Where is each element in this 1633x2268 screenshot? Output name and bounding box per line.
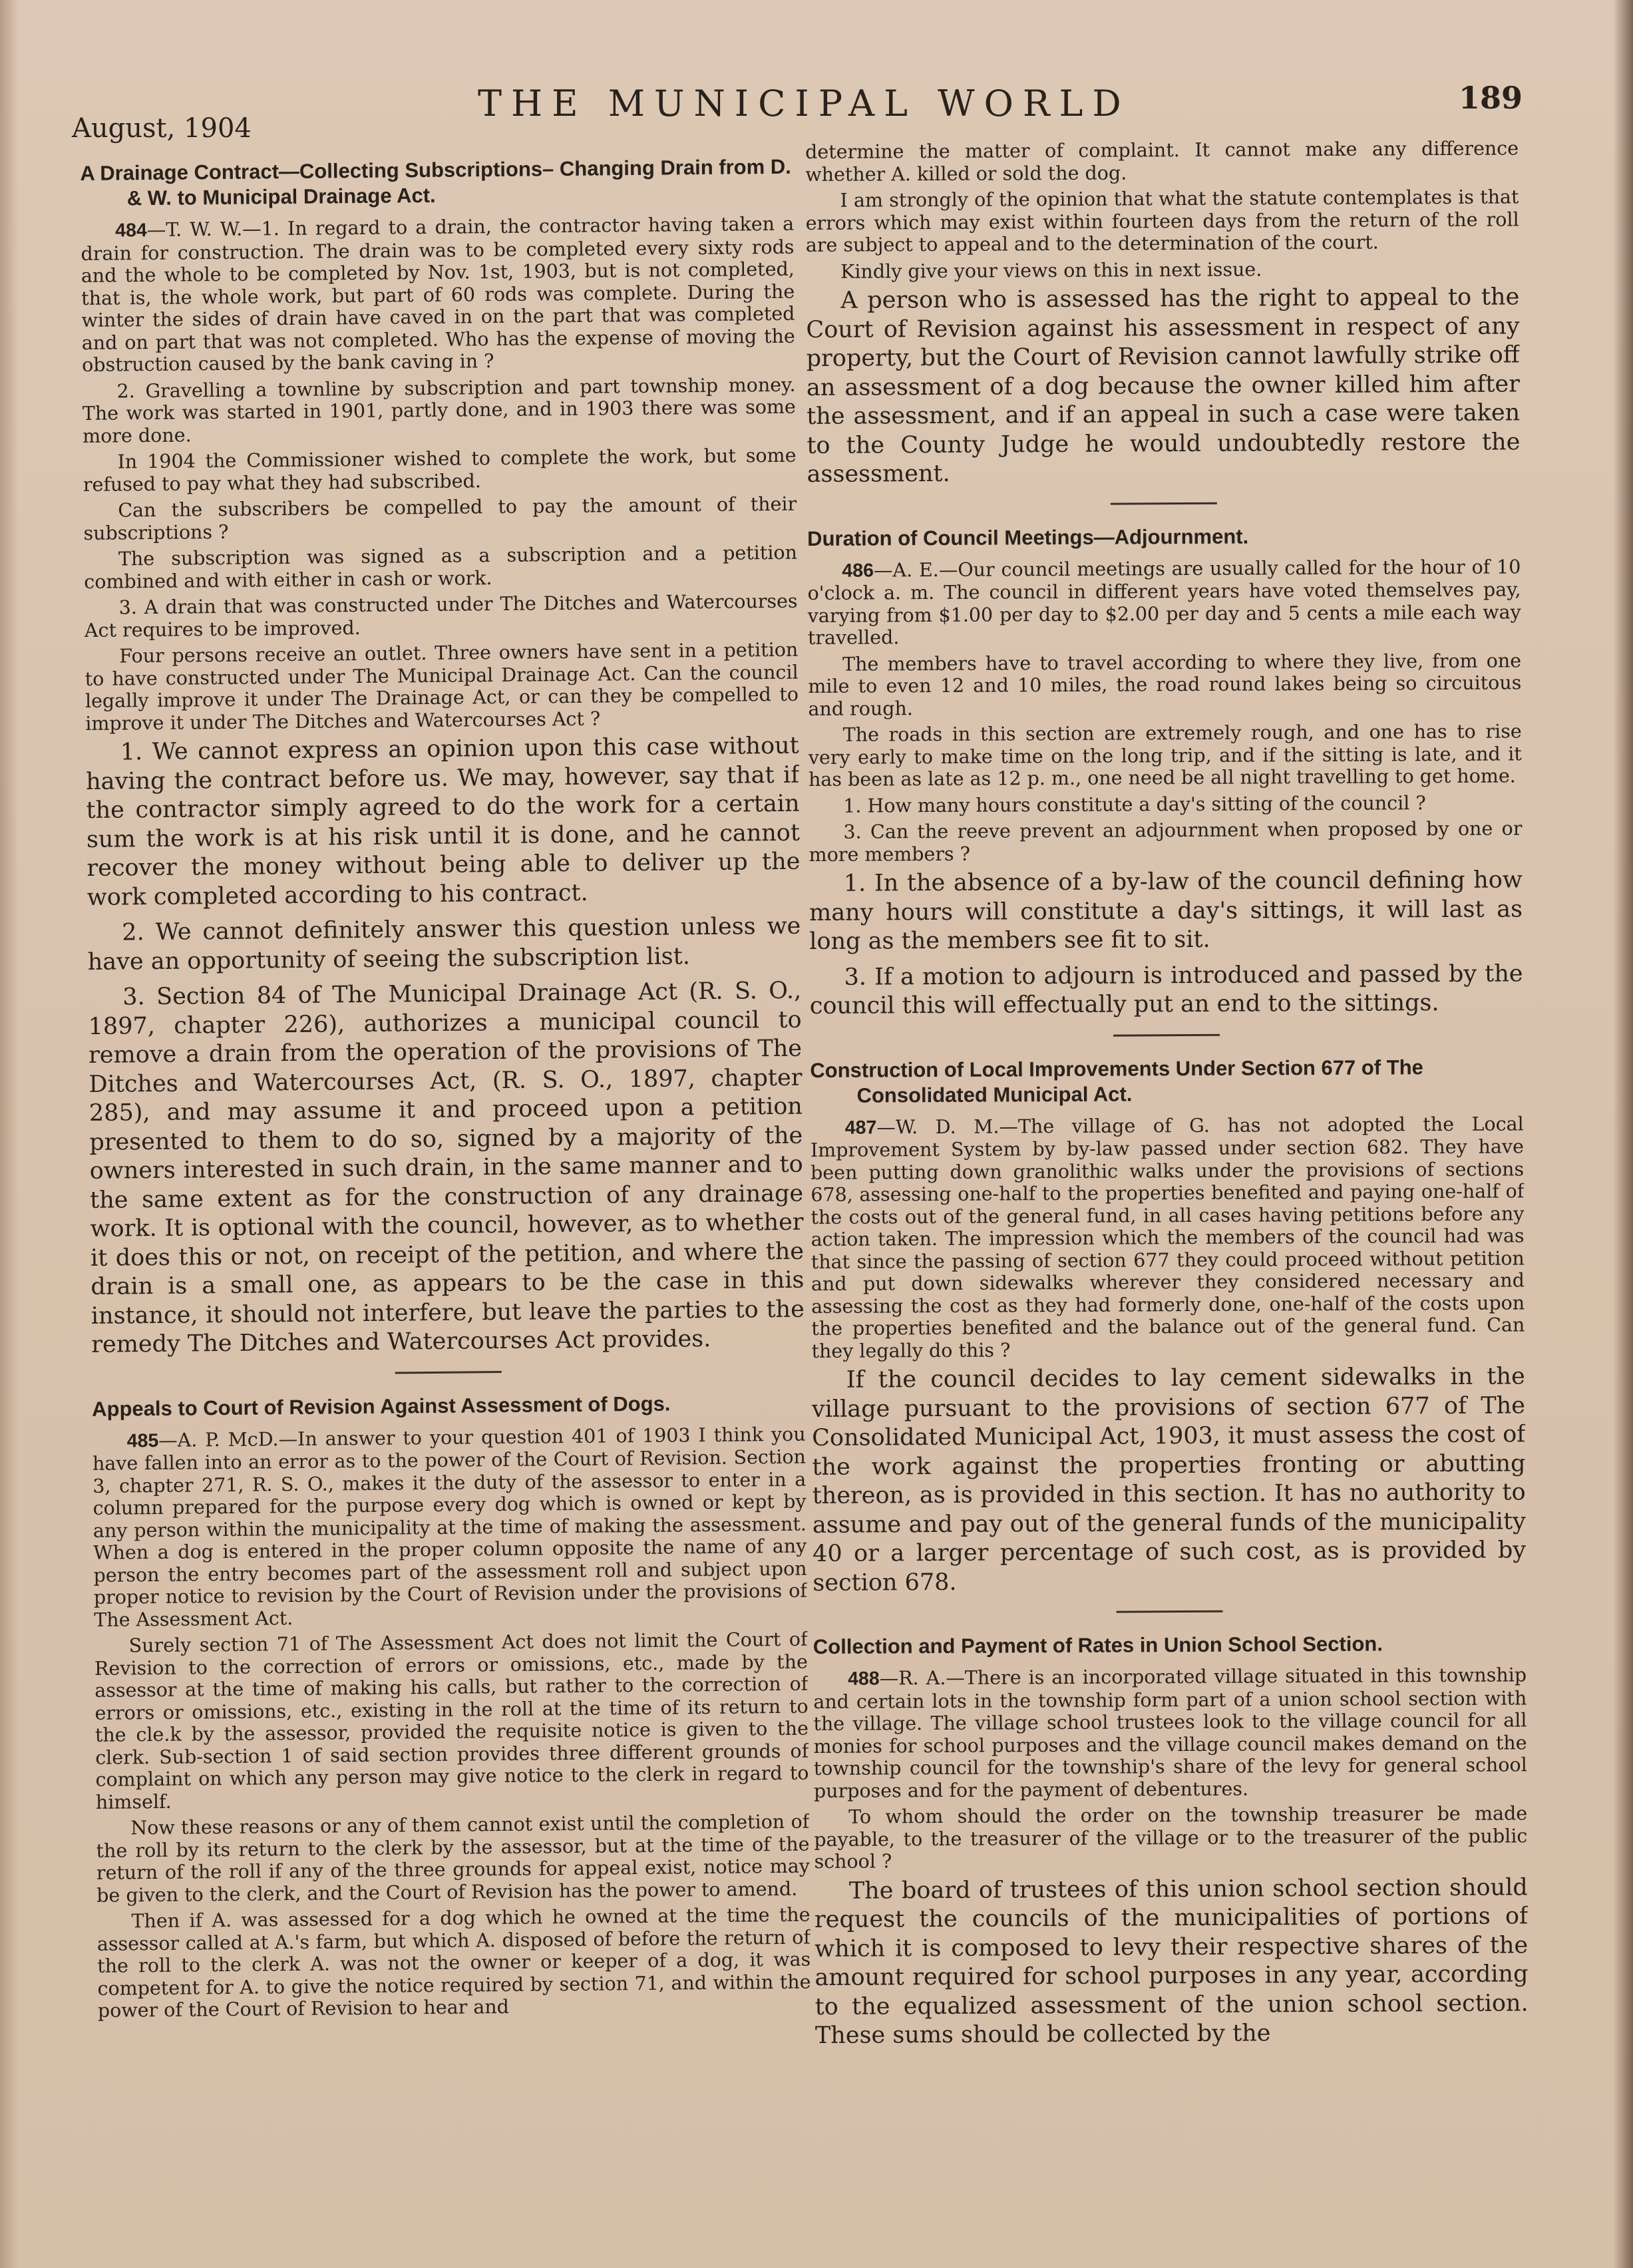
right-column: [805, 137, 1529, 2217]
answer-paragraph: [809, 866, 1523, 956]
question-paragraph: [82, 373, 796, 447]
page-number: 189: [1458, 80, 1523, 116]
section-divider: [1117, 1610, 1223, 1613]
paragraph-text: The roads in this section are extremely rough, and one has to rise very early to make time on the long trip, and if the sitting is late, and it has been as late as 12 p. m., one need be all night travelling to get home.: [808, 720, 1522, 791]
issue-date: August, 1904: [72, 113, 252, 144]
question-paragraph: [805, 137, 1519, 186]
question-paragraph: [84, 590, 798, 642]
paragraph-text: Four persons receive an outlet. Three owners have sent in a petition to have constructed under The Municipal Drainage Act. Can the council legally improve it under The Drainage Act, or can they be compelled to improve it under The Ditches and Watercourses Act ?: [85, 638, 799, 735]
paragraph-text: The members have to travel according to where they live, from one mile to even 12 and 10 miles, the road round lakes being so circuitous and rough.: [808, 649, 1522, 720]
paragraph-text: The board of trustees of this union school section should request the councils of the municipalities of portions of which it is composed to levy their respective shares of the amount required for school purposes in any year, according to the equalized assessment of the union school section. These sums should be collected by the: [814, 1873, 1529, 2049]
answer-paragraph: [87, 912, 801, 977]
paragraph-text: 3. Section 84 of The Municipal Drainage Act (R. S. O., 1897, chapter 226), authorizes a municipal council to remove a drain from the operation of the provisions of The Ditches and Watercourses Act, (R. S. O., 1897, chapter 285), and may assume it and proceed upon a petition presented to them to do so, signed by a majority of the owners interested in such drain, in the same manner and to the same extent as for the construction of any drainage work. It is optional with the council, however, as to whether it does this or not, on receipt of the petition, and where the drain is a small one, as appears to be the case in this instance, it should not interfere, but leave the parties to the remedy The Ditches and Watercourses Act provides.: [88, 977, 805, 1358]
question-paragraph: [805, 186, 1519, 256]
question-paragraph: [84, 542, 798, 593]
article-heading: Collection and Payment of Rates in Union School Section.: [813, 1632, 1383, 1658]
article: [810, 1054, 1526, 1598]
answer-paragraph: [88, 977, 805, 1360]
paragraph-text: —A. E.—Our council meetings are usually called for the hour of 10 o'clock a. m. The council in different years have voted themselves pay, varying from $1.00 per day to $2.00 per day and 5 cents a mile each way travelled.: [807, 555, 1521, 649]
article: [807, 522, 1523, 1022]
paragraph-text: I am strongly of the opinion that what the statute contemplates is that errors which may exist within fourteen days from the return of the roll are subject to appeal and to the determination of the court.: [805, 186, 1519, 256]
question-paragraph: [813, 1664, 1527, 1802]
question-paragraph: [96, 1904, 811, 2022]
query-number: 487: [844, 1116, 877, 1139]
question-paragraph: [85, 639, 799, 735]
article-heading: Appeals to Court of Revision Against Assessment of Dogs.: [92, 1392, 671, 1421]
question-paragraph: [81, 213, 795, 377]
running-header: [72, 79, 1523, 145]
question-paragraph: [83, 493, 797, 544]
question-paragraph: [808, 650, 1522, 720]
paragraph-text: —R. A.—There is an incorporated village situated in this township and certain lots in the township form part of a union school section with the village. The village school trustees look to the village council for all monies for school purposes and the village council makes demand on the township council for the township's share of the levy for general school purposes and for the payment of debentures.: [813, 1664, 1527, 1802]
paragraph-text: 1. In the absence of a by-law of the council defining how many hours will constitute a day's sittings, it will last as long as the members see fit to sit.: [809, 866, 1523, 955]
article-heading: Duration of Council Meetings—Adjournment.: [807, 524, 1249, 550]
paragraph-text: Then if A. was assessed for a dog which he owned at the time the assessor called at A.'s farm, but which A. disposed of before the return of the roll to the clerk A. was not the owner or keeper of a dog, it was competent for A. to give the notice required by section 71, and within the power of the Court of Revision to hear and: [96, 1903, 811, 2022]
paragraph-text: If the council decides to lay cement sidewalks in the village pursuant to the provisions of section 677 of The Consolidated Municipal Act, 1903, it must assess the cost of the work against the properties fronting or abutting thereon, as is provided in this section. It has no authority to assume and pay out of the general funds of the municipality 40 or a larger percentage of such cost, as is provided by section 678.: [811, 1363, 1527, 1597]
paragraph-text: 3. A drain that was constructed under The Ditches and Watercourses Act requires to be improved.: [84, 590, 798, 642]
publication-title: THE MUNICIPAL WORLD: [478, 83, 1131, 124]
answer-paragraph: [812, 1362, 1527, 1598]
answer-paragraph: [815, 1873, 1529, 2051]
article: [813, 1630, 1529, 2050]
paragraph-text: 3. If a motion to adjourn is introduced and passed by the council this will effectually put an end to the sittings.: [809, 960, 1523, 1020]
paragraph-text: —T. W. W.—1. In regard to a drain, the contractor having taken a drain for construction. The drain was to be completed every sixty rods and the whole to be completed by Nov. 1st, 1903, but is not completed, that is, the whole work, but part of 60 rods was complete. During the winter the sides of drain have caved in on the part that was completed and on part that was not completed. Who has the expense of moving the obstruction caused by the bank caving in ?: [81, 212, 795, 376]
question-paragraph: [92, 1423, 807, 1631]
answer-paragraph: [809, 960, 1523, 1022]
paragraph-text: Surely section 71 of The Assessment Act does not limit the Court of Revision to the correction of errors or omissions, etc., made by the assessor at the time of making his calls, but rather to the correction of errors or omissions, etc., existing in the roll at the time of its return to the cle.k by the assessor, provided the requisite notice is given to the clerk. Sub-section 1 of said section provides three different grounds of complaint on which any person may give notice to the clerk in regard to himself.: [94, 1628, 809, 1813]
paragraph-text: determine the matter of complaint. It cannot make any difference whether A. killed or sold the dog.: [805, 137, 1519, 186]
query-number: 484: [115, 220, 147, 242]
section-divider: [1111, 502, 1217, 504]
page-edge-shadow-left: [0, 0, 19, 2268]
paragraph-text: 1. How many hours constitute a day's sitting of the council ?: [843, 791, 1426, 817]
paragraph-text: 2. Gravelling a townline by subscription and part township money. The work was started in 1901, partly done, and in 1903 there was some more done.: [82, 373, 796, 447]
question-paragraph: [96, 1811, 810, 1907]
section-divider: [1113, 1034, 1220, 1036]
paragraph-text: 2. We cannot definitely answer this question unless we have an opportunity of seeing the subscription list.: [87, 912, 801, 976]
paragraph-text: In 1904 the Commissioner wished to complete the work, but some refused to pay what they had subscribed.: [83, 444, 797, 496]
paragraph-text: —W. D. M.—The village of G. has not adopted the Local Improvement System by by-law passed under section 682. They have been putting down granolithic walks under the provisions of sections 678, assessing one-half to the properties benefited and paying one-half of the costs out of the general fund, in all cases having petitions before any action taken. The impression which the members of the council had was that since the passing of section 677 they could proceed without petition and put down sidewalks wherever they considered necessary and assessing the cost as they had formerly done, one-half of the costs upon the properties benefited and the balance out of the general fund. Can they legally do this ?: [810, 1112, 1525, 1362]
question-paragraph: [811, 1113, 1525, 1362]
paragraph-text: A person who is assessed has the right to appeal to the Court of Revision against his assessment in respect of any property, but the Court of Revision cannot lawfully strike off an assessment of a dog because the owner killed him after the assessment, and if an appeal in such a case were taken to the County Judge he would undoubtedly restore the assessment.: [806, 284, 1521, 488]
section-divider: [395, 1371, 502, 1374]
article-heading: Construction of Local Improvements Under Section 677 of The Consolidated Municipal Act.: [810, 1055, 1423, 1107]
paragraph-text: To whom should the order on the township treasurer be made payable, to the treasurer of the village or to the treasurer of the public school ?: [814, 1802, 1528, 1873]
article-heading: A Drainage Contract—Collecting Subscriptions– Changing Drain from D. & W. to Municipal Drainage Act.: [80, 154, 791, 210]
paragraph-text: Can the subscribers be compelled to pay the amount of their subscriptions ?: [83, 492, 797, 544]
answer-paragraph: [86, 732, 801, 912]
paragraph-text: —A. P. McD.—In answer to your question 401 of 1903 I think you have fallen into an error as to the power of the Court of Revision. Section 3, chapter 271, R. S. O., makes it the duty of the assessor to enter in a column prepared for the purpose every dog which is owned or kept by any person within the municipality at the time of making the assessment. When a dog is entered in the proper column opposite the name of any person the entry becomes part of the assessment roll and subject upon proper notice to revision by the Court of Revision under the provisions of The Assessment Act.: [92, 1423, 808, 1631]
paragraph-text: The subscription was signed as a subscription and a petition combined and with either in cash or work.: [84, 541, 798, 593]
question-paragraph: [809, 720, 1523, 791]
question-paragraph: [809, 791, 1522, 817]
paragraph-text: Now these reasons or any of them cannot exist until the completion of the roll by its return to the clerk by the assessor, but at the time of the return of the roll if any of the three grounds for appeal exist, notice may be given to the clerk, and the Court of Revision has the power to amend.: [96, 1810, 810, 1907]
answer-paragraph: [806, 283, 1521, 489]
left-column: [80, 141, 813, 2224]
question-paragraph: [809, 817, 1522, 866]
paragraph-text: Kindly give your views on this in next issue.: [840, 258, 1262, 283]
query-number: 486: [842, 559, 874, 582]
query-number: 485: [126, 1429, 159, 1451]
article: [92, 1390, 811, 2022]
article: [80, 154, 805, 1360]
question-paragraph: [814, 1802, 1528, 1873]
paragraph-text: 1. We cannot express an opinion upon this case without having the contract before us. We may, however, say that if the contractor simply agreed to do the work for a certain sum the work is at his risk until it is done, and he cannot recover the money without being able to deliver up the work completed according to his contract.: [85, 732, 801, 911]
question-paragraph: [807, 556, 1521, 650]
question-paragraph: [83, 445, 797, 496]
paragraph-text: 3. Can the reeve prevent an adjournment when proposed by one or more members ?: [809, 817, 1523, 866]
query-number: 488: [848, 1668, 880, 1690]
question-paragraph: [94, 1628, 809, 1813]
question-paragraph: [806, 257, 1519, 283]
page-edge-shadow-right: [1613, 0, 1633, 2268]
